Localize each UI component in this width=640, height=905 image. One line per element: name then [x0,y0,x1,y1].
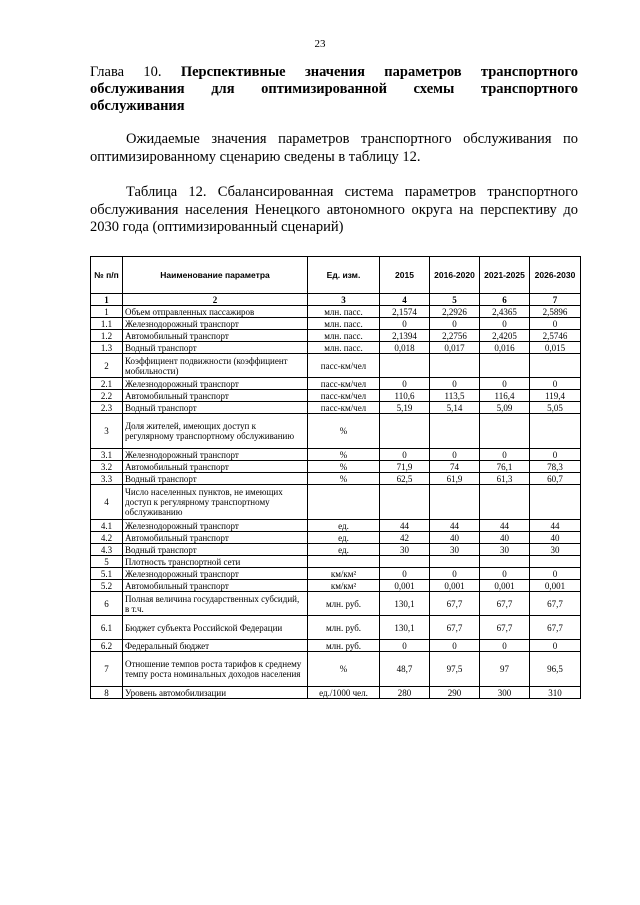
row-value-2026-2030: 0 [530,318,581,330]
row-value-2016-2020: 290 [430,687,480,699]
row-number: 1 [91,306,123,318]
table-row [91,318,581,330]
row-value-2015: 130,1 [380,616,430,640]
row-value-2021-2025: 97 [480,652,530,687]
row-value-2016-2020 [430,354,480,378]
row-number: 3.1 [91,449,123,461]
row-value-2021-2025: 67,7 [480,616,530,640]
row-value-2021-2025: 5,09 [480,402,530,414]
row-value-2015: 130,1 [380,592,430,616]
row-unit: % [308,449,380,461]
row-number: 2.1 [91,378,123,390]
row-value-2015: 44 [380,520,430,532]
row-value-2026-2030: 60,7 [530,473,581,485]
row-number: 3.3 [91,473,123,485]
row-value-2016-2020: 61,9 [430,473,480,485]
row-value-2016-2020: 0,001 [430,580,480,592]
row-value-2015: 0,018 [380,342,430,354]
row-parameter-name: Автомобильный транспорт [123,390,308,402]
row-number: 1.1 [91,318,123,330]
chapter-heading [90,64,578,115]
row-value-2021-2025: 30 [480,544,530,556]
row-value-2021-2025 [480,354,530,378]
table-row [91,402,581,414]
row-value-2026-2030: 30 [530,544,581,556]
row-value-2026-2030: 2,5746 [530,330,581,342]
row-value-2016-2020: 30 [430,544,480,556]
table-row [91,687,581,699]
row-value-2026-2030: 0 [530,449,581,461]
row-unit: млн. руб. [308,592,380,616]
row-value-2026-2030: 96,5 [530,652,581,687]
row-value-2015: 2,1574 [380,306,430,318]
row-number: 4.3 [91,544,123,556]
row-unit: % [308,414,380,449]
row-value-2015: 0,001 [380,580,430,592]
row-number: 5.2 [91,580,123,592]
row-value-2016-2020: 44 [430,520,480,532]
table-row [91,580,581,592]
table-row [91,342,581,354]
table-row [91,532,581,544]
row-parameter-name: Коэффициент подвижности (коэффициент мобильности) [123,354,308,378]
table-row [91,592,581,616]
row-value-2021-2025: 0,016 [480,342,530,354]
column-number: 1 [91,294,123,306]
row-parameter-name: Число населенных пунктов, не имеющих доступ к регулярному транспортному обслуживанию [123,485,308,520]
table-row [91,306,581,318]
row-value-2015: 0 [380,449,430,461]
row-parameter-name: Полная величина государственных субсидий, в т.ч. [123,592,308,616]
row-parameter-name: Водный транспорт [123,544,308,556]
row-value-2026-2030: 67,7 [530,616,581,640]
row-value-2021-2025: 0 [480,449,530,461]
row-value-2021-2025: 300 [480,687,530,699]
table-row [91,354,581,378]
row-value-2026-2030: 0,015 [530,342,581,354]
row-value-2015 [380,354,430,378]
intro-paragraph: Ожидаемые значения параметров транспортного обслуживания по оптимизированному сценарию сведены в таблицу 12. [90,131,578,165]
table-row [91,485,581,520]
table-row [91,544,581,556]
row-unit: пасс-км/чел [308,354,380,378]
row-value-2026-2030: 5,05 [530,402,581,414]
row-unit: пасс-км/чел [308,378,380,390]
row-number: 2.2 [91,390,123,402]
chapter-prefix: Глава 10. [90,64,162,80]
row-parameter-name: Железнодорожный транспорт [123,568,308,580]
row-parameter-name: Водный транспорт [123,402,308,414]
row-value-2021-2025 [480,556,530,568]
row-parameter-name: Плотность транспортной сети [123,556,308,568]
row-parameter-name: Отношение темпов роста тарифов к среднему темпу роста номинальных доходов населения [123,652,308,687]
row-value-2015 [380,414,430,449]
table-header-row [91,257,581,294]
page-number: 23 [314,38,326,50]
row-value-2015 [380,556,430,568]
row-parameter-name: Автомобильный транспорт [123,532,308,544]
row-value-2016-2020: 0 [430,378,480,390]
row-value-2026-2030: 0 [530,378,581,390]
row-value-2016-2020: 67,7 [430,592,480,616]
row-unit: % [308,461,380,473]
header-cell: Ед. изм. [308,257,380,294]
row-number: 5 [91,556,123,568]
row-value-2026-2030: 0,001 [530,580,581,592]
chapter-title-line2: обслуживания для оптимизированной схемы транспортного [90,81,578,97]
row-value-2021-2025: 76,1 [480,461,530,473]
row-value-2016-2020: 40 [430,532,480,544]
row-unit: % [308,652,380,687]
row-number: 7 [91,652,123,687]
row-value-2026-2030: 2,5896 [530,306,581,318]
row-parameter-name: Автомобильный транспорт [123,330,308,342]
row-number: 3 [91,414,123,449]
row-value-2016-2020: 74 [430,461,480,473]
row-value-2015: 280 [380,687,430,699]
table-row [91,520,581,532]
table-row [91,568,581,580]
row-parameter-name: Бюджет субъекта Российской Федерации [123,616,308,640]
row-value-2015: 0 [380,568,430,580]
row-value-2016-2020: 97,5 [430,652,480,687]
row-value-2026-2030: 119,4 [530,390,581,402]
row-value-2021-2025: 61,3 [480,473,530,485]
row-unit: млн. пасс. [308,342,380,354]
row-number: 2 [91,354,123,378]
row-number: 5.1 [91,568,123,580]
header-cell: № п/п [91,257,123,294]
row-value-2016-2020: 2,2926 [430,306,480,318]
row-number: 1.3 [91,342,123,354]
row-value-2021-2025 [480,414,530,449]
row-unit: ед. [308,544,380,556]
row-value-2026-2030: 0 [530,640,581,652]
table-row [91,414,581,449]
row-value-2015: 30 [380,544,430,556]
row-value-2026-2030: 78,3 [530,461,581,473]
row-unit: % [308,473,380,485]
row-value-2021-2025: 0 [480,568,530,580]
table-row [91,640,581,652]
row-number: 6 [91,592,123,616]
row-number: 8 [91,687,123,699]
row-value-2026-2030: 44 [530,520,581,532]
row-value-2026-2030 [530,485,581,520]
row-parameter-name: Автомобильный транспорт [123,461,308,473]
row-value-2016-2020: 0 [430,318,480,330]
row-parameter-name: Водный транспорт [123,342,308,354]
row-parameter-name: Федеральный бюджет [123,640,308,652]
column-number: 6 [480,294,530,306]
row-unit: млн. пасс. [308,306,380,318]
table-row [91,330,581,342]
table-row [91,652,581,687]
row-value-2026-2030: 67,7 [530,592,581,616]
row-value-2016-2020: 0 [430,449,480,461]
row-value-2021-2025: 2,4205 [480,330,530,342]
row-value-2016-2020: 0 [430,568,480,580]
table-row [91,473,581,485]
row-parameter-name: Автомобильный транспорт [123,580,308,592]
chapter-title-line3: обслуживания [90,98,185,114]
row-value-2021-2025 [480,485,530,520]
table-caption: Таблица 12. Сбалансированная система параметров транспортного обслуживания населения Ненецкого автономного округа на перспективу до 2030 года (оптимизированный сценарий) [90,184,578,235]
row-value-2021-2025: 116,4 [480,390,530,402]
row-unit [308,485,380,520]
row-parameter-name: Водный транспорт [123,473,308,485]
row-unit: ед. [308,520,380,532]
row-value-2015: 110,6 [380,390,430,402]
row-value-2021-2025: 40 [480,532,530,544]
table-row [91,616,581,640]
row-value-2021-2025: 0 [480,640,530,652]
row-value-2016-2020 [430,414,480,449]
chapter-title-line1: Перспективные значения параметров транспортного [180,64,579,80]
row-value-2021-2025: 44 [480,520,530,532]
row-number: 6.1 [91,616,123,640]
row-parameter-name: Железнодорожный транспорт [123,378,308,390]
row-value-2016-2020: 67,7 [430,616,480,640]
header-cell: 2015 [380,257,430,294]
row-unit [308,556,380,568]
row-number: 6.2 [91,640,123,652]
row-value-2016-2020: 0,017 [430,342,480,354]
header-cell: 2021-2025 [480,257,530,294]
table-row [91,461,581,473]
row-number: 4.2 [91,532,123,544]
row-value-2026-2030 [530,556,581,568]
row-value-2015 [380,485,430,520]
column-number: 3 [308,294,380,306]
row-number: 4.1 [91,520,123,532]
row-parameter-name: Железнодорожный транспорт [123,449,308,461]
header-cell: 2026-2030 [530,257,581,294]
row-value-2026-2030 [530,414,581,449]
column-number: 5 [430,294,480,306]
table-row [91,449,581,461]
row-value-2016-2020: 0 [430,640,480,652]
row-value-2015: 0 [380,378,430,390]
row-value-2021-2025: 67,7 [480,592,530,616]
column-number: 2 [123,294,308,306]
row-value-2016-2020: 5,14 [430,402,480,414]
row-number: 4 [91,485,123,520]
parameters-table [90,256,581,699]
row-unit: млн. пасс. [308,330,380,342]
row-value-2021-2025: 0 [480,378,530,390]
table-row [91,556,581,568]
header-cell: 2016-2020 [430,257,480,294]
row-value-2015: 48,7 [380,652,430,687]
table-row [91,378,581,390]
row-value-2015: 2,1394 [380,330,430,342]
row-parameter-name: Железнодорожный транспорт [123,520,308,532]
table-row [91,390,581,402]
row-unit: млн. пасс. [308,318,380,330]
row-unit: пасс-км/чел [308,390,380,402]
row-value-2015: 42 [380,532,430,544]
row-value-2021-2025: 0,001 [480,580,530,592]
row-value-2026-2030: 0 [530,568,581,580]
row-value-2016-2020: 2,2756 [430,330,480,342]
row-value-2026-2030 [530,354,581,378]
row-value-2015: 62,5 [380,473,430,485]
row-value-2016-2020 [430,485,480,520]
column-number: 7 [530,294,581,306]
row-unit: млн. руб. [308,640,380,652]
row-unit: млн. руб. [308,616,380,640]
column-number-row [91,294,581,306]
row-parameter-name: Объем отправленных пассажиров [123,306,308,318]
row-unit: км/км² [308,580,380,592]
column-number: 4 [380,294,430,306]
row-value-2021-2025: 2,4365 [480,306,530,318]
header-cell: Наименование параметра [123,257,308,294]
row-unit: ед. [308,532,380,544]
row-value-2015: 71,9 [380,461,430,473]
row-value-2026-2030: 310 [530,687,581,699]
row-unit: ед./1000 чел. [308,687,380,699]
row-value-2026-2030: 40 [530,532,581,544]
row-value-2015: 0 [380,640,430,652]
row-unit: пасс-км/чел [308,402,380,414]
row-value-2016-2020 [430,556,480,568]
row-number: 1.2 [91,330,123,342]
row-value-2016-2020: 113,5 [430,390,480,402]
row-unit: км/км² [308,568,380,580]
row-number: 3.2 [91,461,123,473]
row-number: 2.3 [91,402,123,414]
row-parameter-name: Доля жителей, имеющих доступ к регулярному транспортному обслуживанию [123,414,308,449]
row-value-2015: 5,19 [380,402,430,414]
row-value-2015: 0 [380,318,430,330]
row-parameter-name: Железнодорожный транспорт [123,318,308,330]
row-value-2021-2025: 0 [480,318,530,330]
row-parameter-name: Уровень автомобилизации [123,687,308,699]
